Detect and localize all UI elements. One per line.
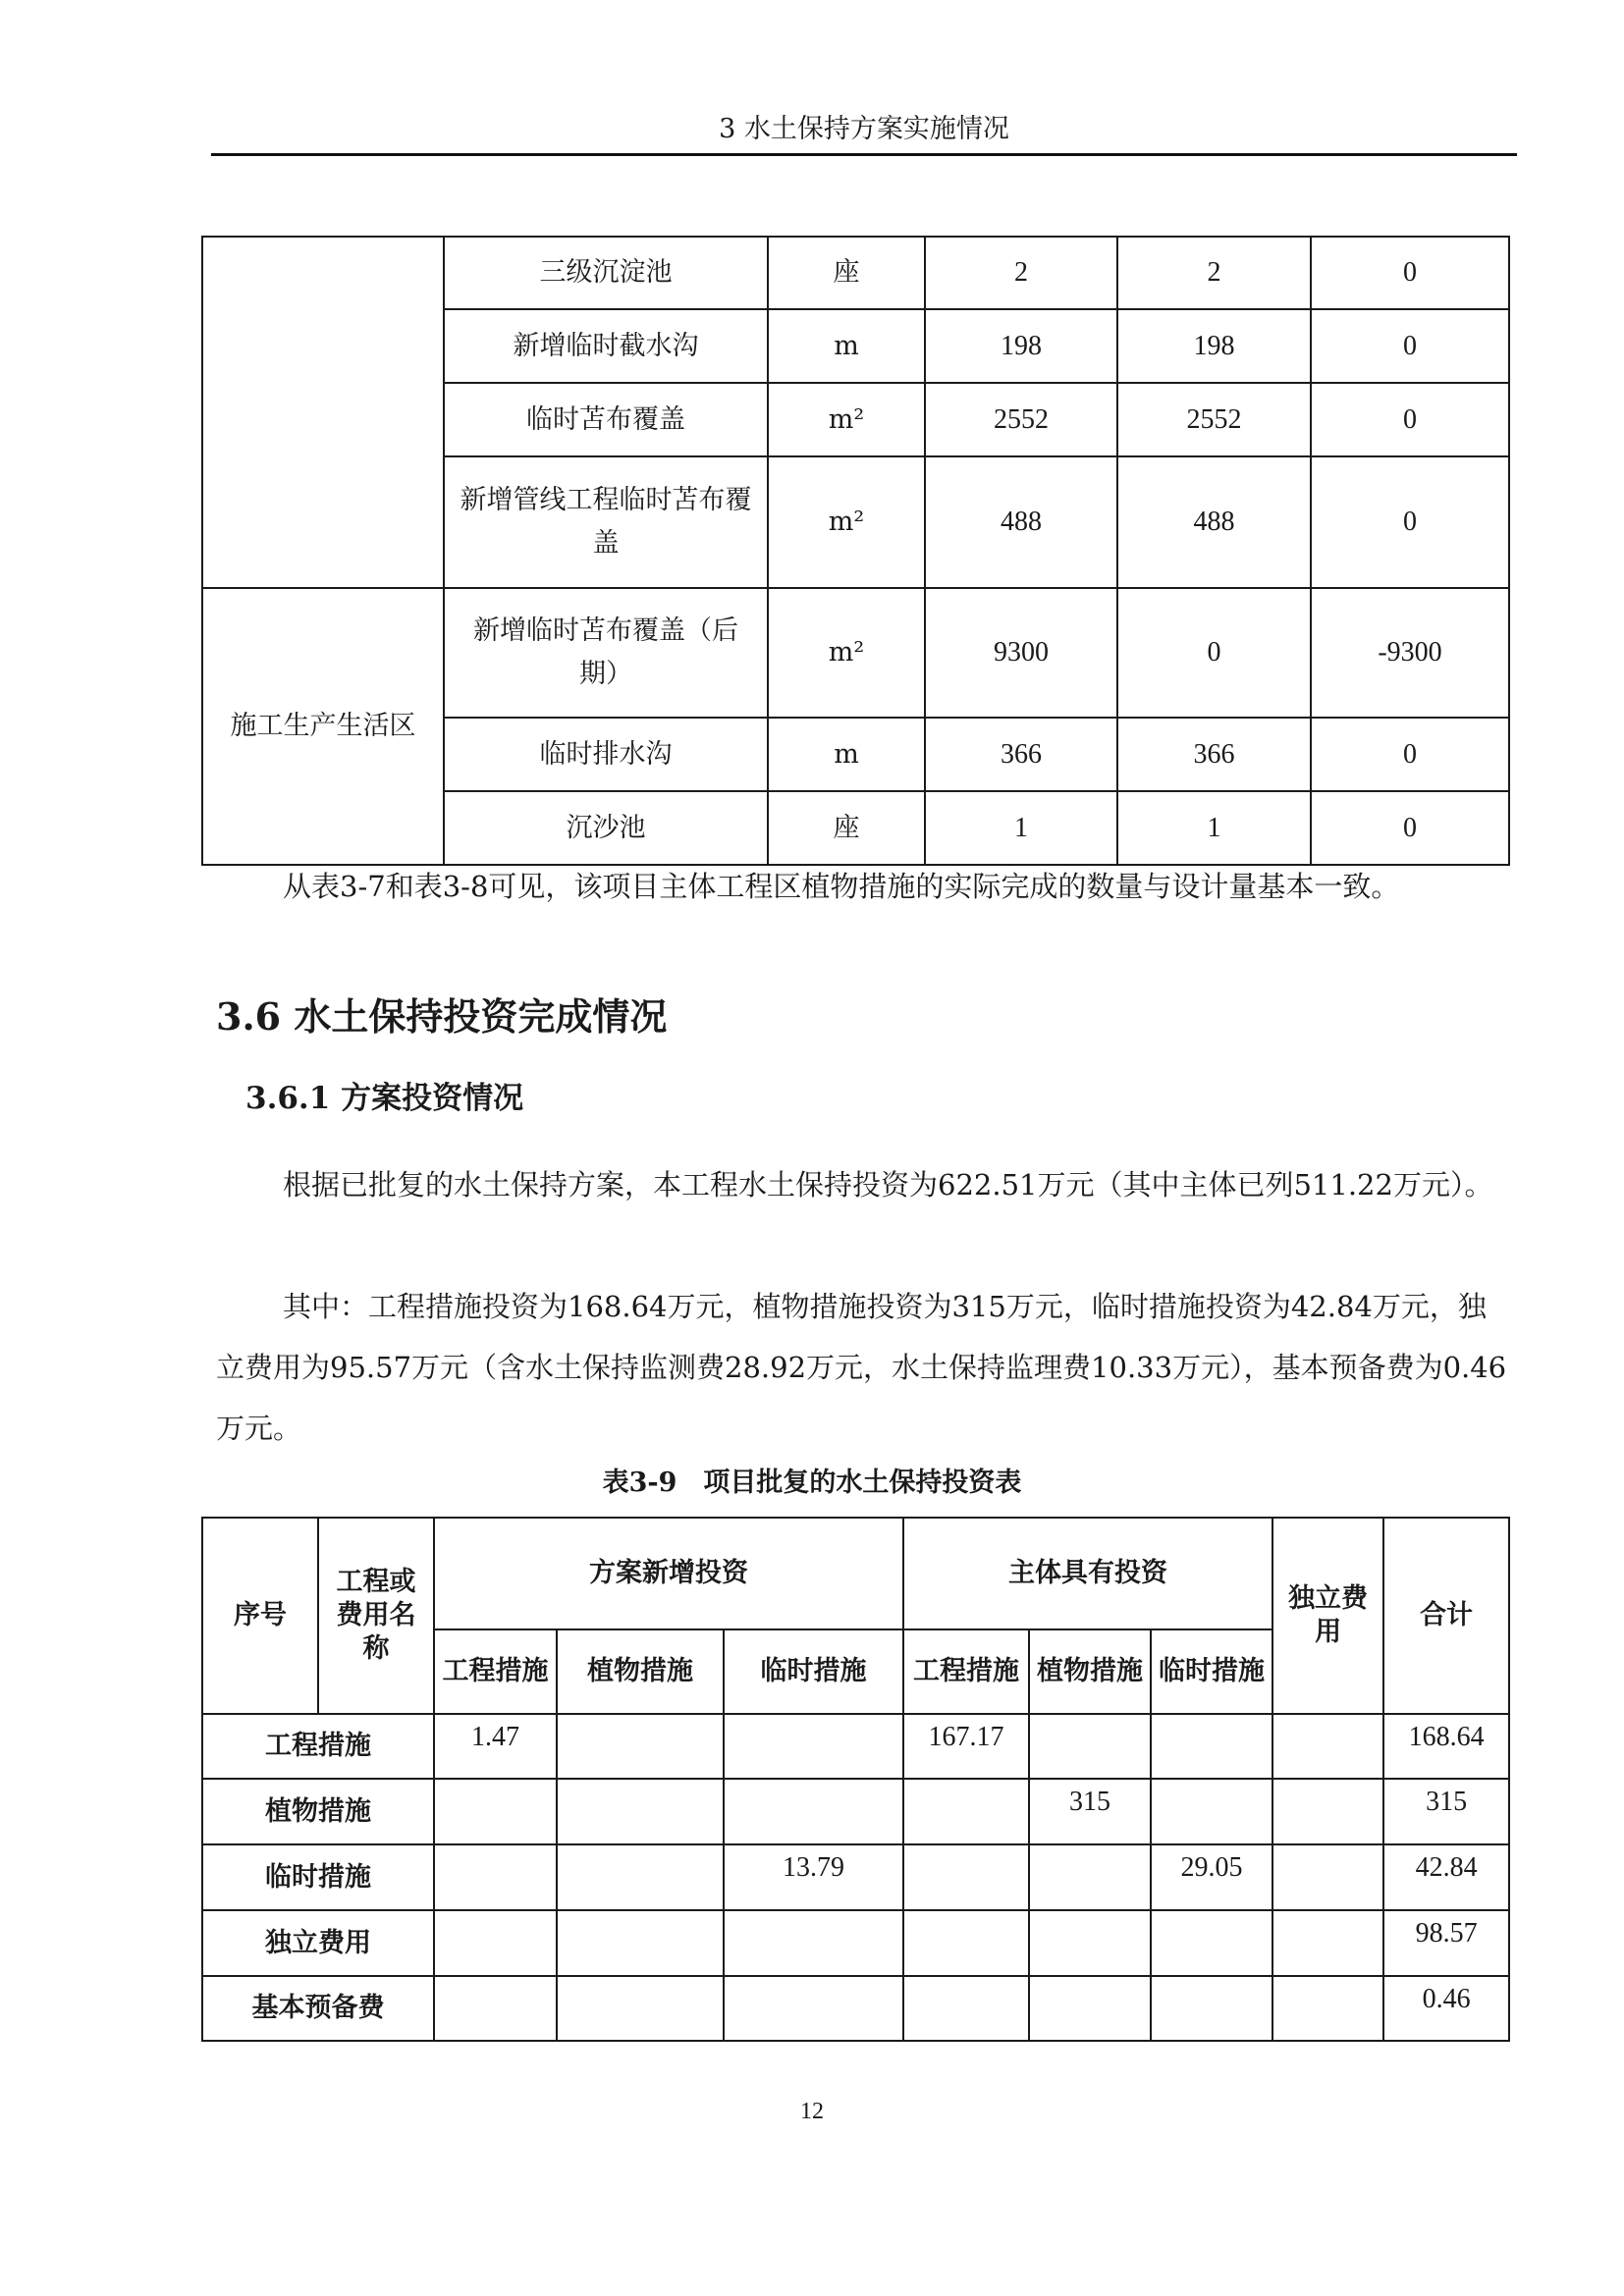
actual-cell: 1 — [1117, 791, 1311, 865]
design-cell: 2 — [925, 237, 1117, 309]
subsection-heading: 3.6.1 方案投资情况 — [245, 1081, 524, 1116]
cell-main-temp — [1151, 1910, 1272, 1976]
diff-cell: 0 — [1311, 309, 1509, 383]
cell-plan-eng — [434, 1910, 557, 1976]
investment-table — [201, 1517, 1510, 2042]
cell-main-veg — [1029, 1844, 1151, 1910]
row-name: 临时措施 — [202, 1844, 434, 1910]
table-row — [202, 1976, 1509, 2041]
header-plan-new: 方案新增投资 — [434, 1518, 903, 1629]
cell-plan-veg — [557, 1779, 724, 1844]
design-cell: 9300 — [925, 588, 1117, 718]
measure-cell: 临时苫布覆盖 — [444, 383, 768, 456]
cell-main-veg: 315 — [1029, 1779, 1151, 1844]
diff-cell: -9300 — [1311, 588, 1509, 718]
paragraph-conclusion: 从表3-7和表3-8可见，该项目主体工程区植物措施的实际完成的数量与设计量基本一致。 — [283, 870, 1400, 903]
cell-plan-eng — [434, 1779, 557, 1844]
cell-main-eng — [903, 1976, 1029, 2041]
area-label-cell: 施工生产生活区 — [202, 588, 444, 865]
design-cell: 1 — [925, 791, 1117, 865]
cell-plan-temp: 13.79 — [724, 1844, 903, 1910]
actual-cell: 366 — [1117, 718, 1311, 791]
actual-cell: 0 — [1117, 588, 1311, 718]
actual-cell: 198 — [1117, 309, 1311, 383]
cell-total: 168.64 — [1383, 1714, 1509, 1779]
unit-cell: 座 — [768, 791, 925, 865]
measure-cell: 新增临时截水沟 — [444, 309, 768, 383]
design-cell: 366 — [925, 718, 1117, 791]
design-cell: 488 — [925, 456, 1117, 588]
measures-table-continued — [201, 236, 1510, 866]
design-cell: 2552 — [925, 383, 1117, 456]
cell-plan-veg — [557, 1844, 724, 1910]
diff-cell: 0 — [1311, 791, 1509, 865]
cell-plan-temp — [724, 1976, 903, 2041]
cell-main-eng — [903, 1844, 1029, 1910]
page-number: 12 — [800, 2099, 824, 2124]
cell-main-veg — [1029, 1910, 1151, 1976]
cell-plan-temp — [724, 1779, 903, 1844]
header-main-eng: 工程措施 — [903, 1629, 1029, 1714]
cell-plan-eng — [434, 1844, 557, 1910]
table-row — [202, 588, 1509, 718]
cell-main-temp — [1151, 1779, 1272, 1844]
unit-cell: m — [768, 718, 925, 791]
cell-plan-eng — [434, 1976, 557, 2041]
cell-independent — [1272, 1714, 1383, 1779]
actual-cell: 488 — [1117, 456, 1311, 588]
header-plan-eng: 工程措施 — [434, 1629, 557, 1714]
diff-cell: 0 — [1311, 718, 1509, 791]
unit-cell: 座 — [768, 237, 925, 309]
paragraph-investment-breakdown: 其中：工程措施投资为168.64万元，植物措施投资为315万元，临时措施投资为42.84万元，独立费用为95.57万元（含水土保持监测费28.92万元，水土保持监理费10.33万元），基本预备费为0.46万元。 — [216, 1290, 1507, 1445]
unit-cell: m — [768, 309, 925, 383]
page-header: 3 水土保持方案实施情况 — [719, 114, 1009, 144]
header-name: 工程或费用名称 — [318, 1518, 434, 1714]
paragraph-approved-investment: 根据已批复的水土保持方案，本工程水土保持投资为622.51万元（其中主体已列511.22万元）。 — [283, 1168, 1493, 1201]
cell-main-temp: 29.05 — [1151, 1844, 1272, 1910]
header-main-temp: 临时措施 — [1151, 1629, 1272, 1714]
cell-main-eng — [903, 1910, 1029, 1976]
cell-main-veg — [1029, 1714, 1151, 1779]
cell-total: 42.84 — [1383, 1844, 1509, 1910]
cell-plan-temp — [724, 1910, 903, 1976]
header-independent: 独立费用 — [1272, 1518, 1383, 1714]
section-heading: 3.6 水土保持投资完成情况 — [216, 994, 668, 1039]
unit-cell: m² — [768, 588, 925, 718]
row-name: 植物措施 — [202, 1779, 434, 1844]
cell-plan-veg — [557, 1910, 724, 1976]
diff-cell: 0 — [1311, 237, 1509, 309]
cell-main-eng — [903, 1779, 1029, 1844]
measure-cell: 新增临时苫布覆盖（后期） — [444, 588, 768, 718]
row-name: 工程措施 — [202, 1714, 434, 1779]
cell-total: 98.57 — [1383, 1910, 1509, 1976]
cell-plan-veg — [557, 1714, 724, 1779]
table-row — [202, 237, 1509, 309]
header-plan-veg: 植物措施 — [557, 1629, 724, 1714]
area-cell-empty — [202, 237, 444, 588]
cell-plan-eng: 1.47 — [434, 1714, 557, 1779]
diff-cell: 0 — [1311, 456, 1509, 588]
header-plan-temp: 临时措施 — [724, 1629, 903, 1714]
cell-plan-temp — [724, 1714, 903, 1779]
measure-cell: 临时排水沟 — [444, 718, 768, 791]
table-caption: 表3-9 项目批复的水土保持投资表 — [602, 1468, 1022, 1498]
row-name: 基本预备费 — [202, 1976, 434, 2041]
cell-plan-veg — [557, 1976, 724, 2041]
measure-cell: 新增管线工程临时苫布覆盖 — [444, 456, 768, 588]
table-row — [202, 1910, 1509, 1976]
unit-cell: m² — [768, 456, 925, 588]
diff-cell: 0 — [1311, 383, 1509, 456]
cell-independent — [1272, 1844, 1383, 1910]
unit-cell: m² — [768, 383, 925, 456]
measure-cell: 三级沉淀池 — [444, 237, 768, 309]
cell-independent — [1272, 1779, 1383, 1844]
measure-cell: 沉沙池 — [444, 791, 768, 865]
actual-cell: 2552 — [1117, 383, 1311, 456]
cell-total: 315 — [1383, 1779, 1509, 1844]
actual-cell: 2 — [1117, 237, 1311, 309]
design-cell: 198 — [925, 309, 1117, 383]
header-main-veg: 植物措施 — [1029, 1629, 1151, 1714]
cell-independent — [1272, 1976, 1383, 2041]
header-rule — [211, 153, 1517, 156]
cell-main-veg — [1029, 1976, 1151, 2041]
cell-main-eng: 167.17 — [903, 1714, 1029, 1779]
cell-main-temp — [1151, 1714, 1272, 1779]
header-seq: 序号 — [202, 1518, 318, 1714]
row-name: 独立费用 — [202, 1910, 434, 1976]
header-row — [202, 1518, 1509, 1629]
cell-main-temp — [1151, 1976, 1272, 2041]
table-row — [202, 1844, 1509, 1910]
header-total: 合计 — [1383, 1518, 1509, 1714]
cell-independent — [1272, 1910, 1383, 1976]
cell-total: 0.46 — [1383, 1976, 1509, 2041]
table-row — [202, 1714, 1509, 1779]
table-row — [202, 1779, 1509, 1844]
header-main-existing: 主体具有投资 — [903, 1518, 1272, 1629]
